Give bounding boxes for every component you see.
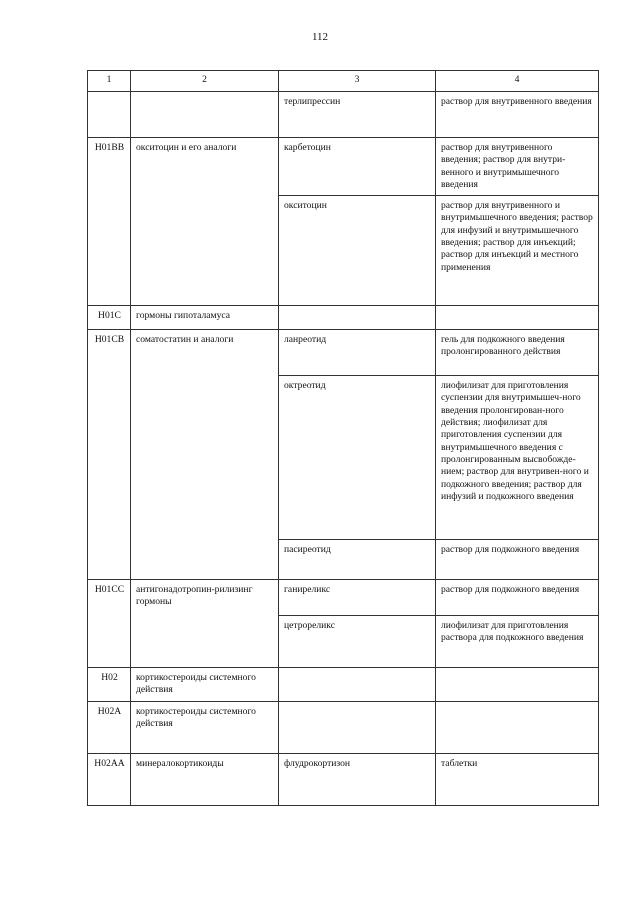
table-row [88,753,599,805]
group-cell: антигонадотропин-рилизинг гормоны [131,580,279,668]
group-cell: окситоцин и его аналоги [131,138,279,306]
form-cell: раствор для подкожного введения [436,540,599,580]
drug-cell: окситоцин [279,196,436,306]
form-cell [436,306,599,330]
form-cell: лиофилизат для приготовления суспензии для внутримышеч-ного введения пролонгирован-ного действия; лиофилизат для приготовления суспензии для внутримышечного введения с пролонгированным высвобожде-нием; раствор для внутривен-ного и подкожного введения; раствор для инфузий и подкожного введения [436,376,599,540]
drug-cell [279,668,436,702]
header-cell: 3 [279,71,436,92]
group-cell: кортикостероиды системного действия [131,701,279,753]
form-cell [436,701,599,753]
header-cell: 4 [436,71,599,92]
code-cell: H01BB [88,138,131,306]
code-cell: H01CB [88,330,131,580]
code-cell: H02AA [88,753,131,805]
table-row [88,92,599,138]
group-cell: кортикостероиды системного действия [131,668,279,702]
form-cell: раствор для подкожного введения [436,580,599,616]
header-cell: 2 [131,71,279,92]
form-cell [436,668,599,702]
drug-cell: ланреотид [279,330,436,376]
code-cell [88,92,131,138]
group-cell: минералокортикоиды [131,753,279,805]
drug-cell [279,701,436,753]
table-header-row [88,71,599,92]
group-cell [131,92,279,138]
table-row [88,668,599,702]
drug-cell: цетрореликс [279,616,436,668]
form-cell: лиофилизат для приготовления раствора для подкожного введения [436,616,599,668]
drug-cell: карбетоцин [279,138,436,196]
form-cell: раствор для внутривенного введения [436,92,599,138]
table-row [88,138,599,196]
group-cell: соматостатин и аналоги [131,330,279,580]
table-row [88,701,599,753]
drug-cell: терлипрессин [279,92,436,138]
code-cell: H02A [88,701,131,753]
page-number: 112 [311,31,329,43]
drug-cell [279,306,436,330]
code-cell: H01C [88,306,131,330]
table-row [88,330,599,376]
drug-cell: октреотид [279,376,436,540]
drug-cell: флудрокортизон [279,753,436,805]
drug-cell: пасиреотид [279,540,436,580]
form-cell: раствор для внутривенного и внутримышечного введения; раствор для инфузий и внутримышечного введения; раствор для инъекций; раствор для инъекций и местного применения [436,196,599,306]
table-row [88,306,599,330]
drug-table [87,70,599,806]
header-cell: 1 [88,71,131,92]
form-cell: раствор для внутривенного введения; раствор для внутри-венного и внутримышечного введения [436,138,599,196]
group-cell: гормоны гипоталамуса [131,306,279,330]
code-cell: H02 [88,668,131,702]
form-cell: таблетки [436,753,599,805]
form-cell: гель для подкожного введения пролонгированного действия [436,330,599,376]
drug-cell: ганиреликс [279,580,436,616]
table-row [88,580,599,616]
code-cell: H01CC [88,580,131,668]
